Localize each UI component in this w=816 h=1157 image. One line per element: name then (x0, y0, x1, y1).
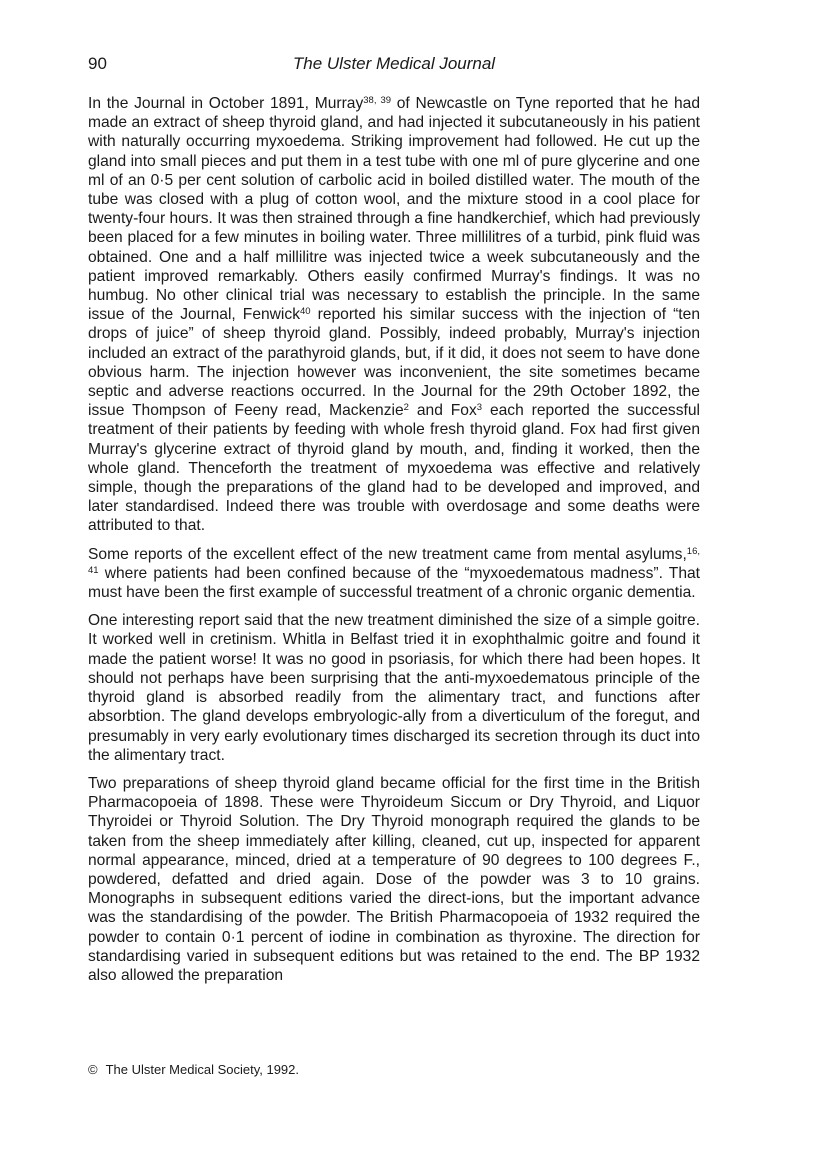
paragraph-1 (88, 94, 700, 536)
copyright-footer (88, 1062, 299, 1077)
paragraph-1-text: of Newcastle on Tyne reported that he had made an extract of sheep thyroid gland, and had injected it subcutaneously in his patient with naturally occurring myxoedema. Striking improvement had followed. He cut up the gland into small pieces and put them in a test tube with one ml of pure glycerine and one ml of an 0·5 per cent solution of carbolic acid in boiled distilled water. The mouth of the tube was closed with a plug of cotton wool, and the mixture stood in a cool place for twenty-four hours. It was then strained through a fine handkerchief, which had previously been placed for a few minutes in boiling water. Three millilitres of a turbid, pink fluid was obtained. One and a half millilitre was injected twice a week subcutaneously and the patient improved remarkably. Others easily confirmed Murray's findings. It was no humbug. No other clinical trial was necessary to establish the principle. In the same issue of the Journal, Fenwick (88, 95, 700, 324)
paragraph-1-text: each reported the successful treatment of their patients by feeding with whole fresh thyroid gland. Fox had first given Murray's glycerine extract of thyroid gland by mouth, and, finding it worked, then the whole gland. Thenceforth the treatment of myxoedema was effective and relatively simple, though the preparations of the gland had to be developed and improved, and later standardised. Indeed there was trouble with overdosage and some deaths were attributed to that. (88, 402, 700, 535)
copyright-text: The Ulster Medical Society, 1992. (105, 1062, 299, 1077)
paragraph-3: One interesting report said that the new treatment diminished the size of a simple goitre. It worked well in cretinism. Whitla in Belfast tried it in exophthalmic goitre and found it made the patient worse! It was no good in psoriasis, for which there had been hopes. It should not perhaps have been surprising that the anti-myxoedematous principle of the thyroid gland is absorbed readily from the alimentary tract, and functions after absorbtion. The gland develops embryologic-ally from a diverticulum of the foregut, and presumably in very early evolutionary times discharged its secretion through its duct into the alimentary tract. (88, 612, 700, 764)
running-title: The Ulster Medical Journal (292, 54, 496, 73)
page-number: 90 (88, 54, 107, 73)
reference-38-39: 38, 39 (363, 94, 392, 106)
paragraph-1-text: and Fox (408, 402, 477, 420)
reference-3: 3 (476, 402, 483, 414)
reference-40: 40 (300, 306, 311, 318)
paragraph-2-text: where patients had been confined because of the “myxoedematous madness”. That must have been the first example of successful treatment of a chronic organic dementia. (88, 564, 700, 602)
paragraph-1-text: In the Journal in October 1891, Murray (88, 95, 364, 112)
paragraph-4: Two preparations of sheep thyroid gland became official for the first time in the British Pharmacopoeia of 1898. These were Thyroideum Siccum or Dry Thyroid, and Liquor Thyroidei or Thyroid Solution. The Dry Thyroid monograph required the glands to be taken from the sheep immediately after killing, cleaned, cut up, inspected for apparent normal appearance, minced, dried at a temperature of 90 degrees to 100 degrees F., powdered, defatted and dried again. Dose of the powder was 3 to 10 grains. Monographs in subsequent editions varied the direct-ions, but the important advance was the standardising of the powder. The British Pharmacopoeia of 1932 required the powder to contain 0·1 percent of iodine in combination as thyroxine. The direction for standardising varied in subsequent editions but was retained to the end. The BP 1932 also allowed the preparation (88, 774, 700, 984)
reference-16-41: 16, 41 (88, 545, 700, 576)
journal-page (88, 52, 700, 994)
page-header (88, 52, 700, 78)
copyright-icon: © (88, 1062, 98, 1077)
paragraph-2 (88, 545, 700, 603)
paragraph-1-text: reported his similar success with the injection of “ten drops of juice” of sheep thyroid gland. Possibly, indeed probably, Murray's injection included an extract of the parathyroid glands, but, if it did, it does not seem to have done obvious harm. The injection however was inconvenient, the site sometimes became septic and adverse reactions occurred. In the Journal for the 29th October 1892, the issue Thompson of Feeny read, Mackenzie (88, 306, 700, 420)
paragraph-2-text: Some reports of the excellent effect of the new treatment came from mental asylums, (88, 545, 687, 563)
reference-2: 2 (403, 402, 409, 414)
article-body (88, 94, 700, 985)
